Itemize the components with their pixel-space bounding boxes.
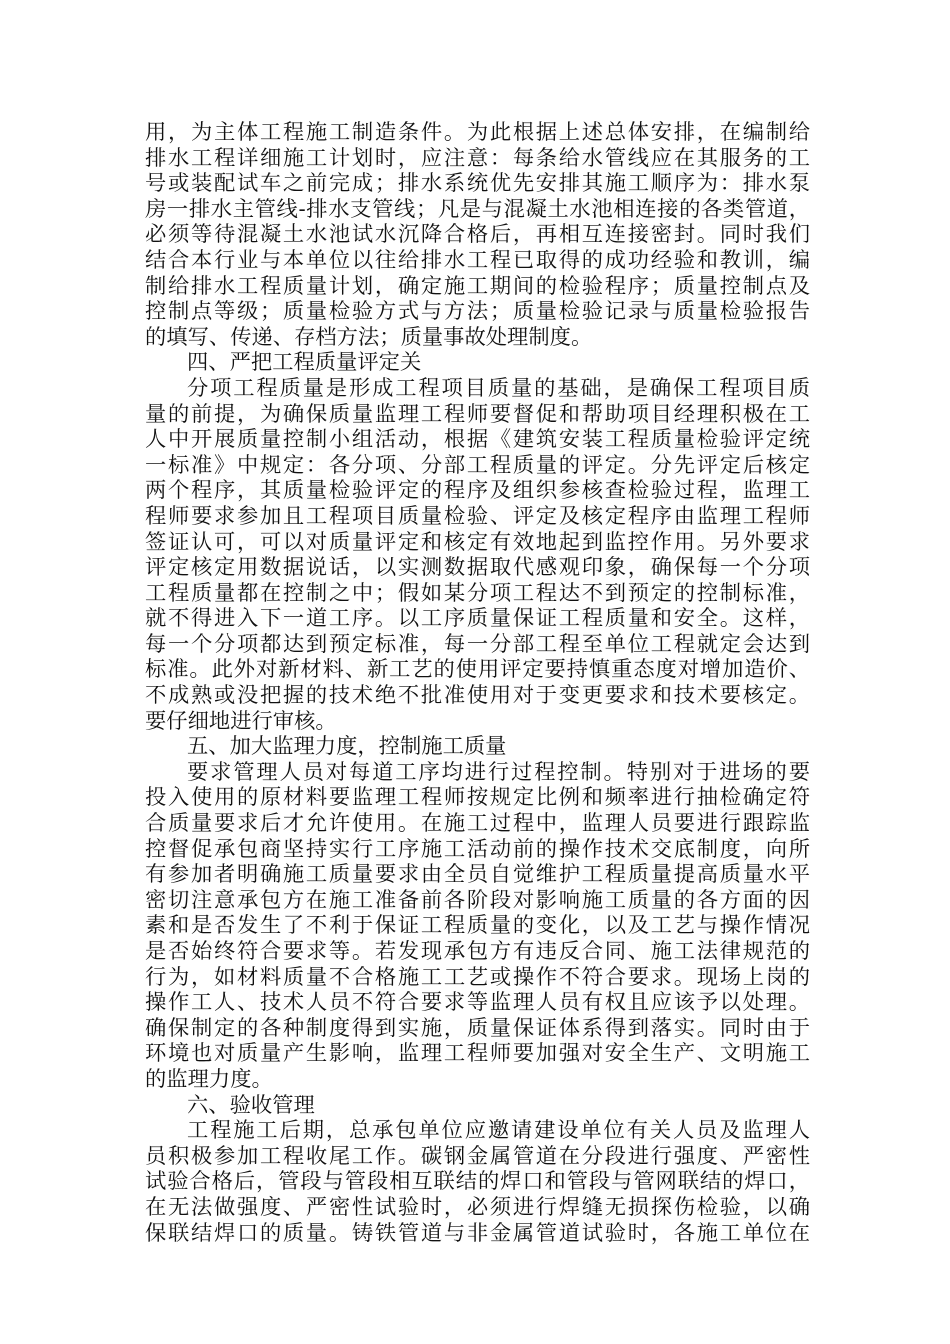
text-line: 试验合格后，管段与管段相互联结的焊口和管段与管网联结的焊口， [145,1169,810,1195]
text-line: 工程施工后期，总承包单位应邀请建设单位有关人员及监理人 [187,1118,810,1144]
text-line: 标准。此外对新材料、新工艺的使用评定要持慎重态度对增加造价、 [145,657,810,683]
text-line: 在无法做强度、严密性试验时，必须进行焊缝无损探伤检验，以确 [145,1194,810,1220]
text-line: 行为，如材料质量不合格施工工艺或操作不符合要求。现场上岗的 [145,964,810,990]
section-heading: 四、严把工程质量评定关 [187,350,422,376]
paragraph-intro [145,120,810,350]
section-heading: 五、加大监理力度，控制施工质量 [187,734,507,760]
text-line: 投入使用的原材料要监理工程师按规定比例和频率进行抽检确定符 [145,785,810,811]
text-line: 素和是否发生了不利于保证工程质量的变化，以及工艺与操作情况 [145,913,810,939]
text-line: 人中开展质量控制小组活动，根据《建筑安装工程质量检验评定统 [145,427,810,453]
text-line: 工程质量都在控制之中；假如某分项工程达不到预定的控制标准， [145,580,810,606]
text-line: 合质量要求后才允许使用。在施工过程中，监理人员要进行跟踪监 [145,811,810,837]
text-line: 不成熟或没把握的技术绝不批准使用对于变更要求和技术要核定。 [145,683,810,709]
text-line: 的监理力度。 [145,1066,273,1092]
text-line: 密切注意承包方在施工准备前各阶段对影响施工质量的各方面的因 [145,887,810,913]
text-line: 房一排水主管线-排水支管线；凡是与混凝土水池相连接的各类管道， [145,196,810,222]
text-line: 有参加者明确施工质量要求由全员自觉维护工程质量提高质量水平 [145,862,810,888]
text-line: 结合本行业与本单位以往给排水工程已取得的成功经验和教训，编 [145,247,810,273]
text-line: 必须等待混凝土水池试水沉降合格后，再相互连接密封。同时我们 [145,222,810,248]
text-line: 是否始终符合要求等。若发现承包方有违反合同、施工法律规范的 [145,939,810,964]
text-line: 一标准》中规定：各分项、分部工程质量的评定。分先评定后核定 [145,452,810,478]
section-heading: 六、验收管理 [187,1092,315,1118]
text-line: 的填写、传递、存档方法；质量事故处理制度。 [145,324,593,350]
text-line: 两个程序，其质量检验评定的程序及组织参核查检验过程，监理工 [145,478,810,504]
text-line: 用，为主体工程施工制造条件。为此根据上述总体安排，在编制给 [145,120,810,145]
text-line: 每一个分项都达到预定标准，每一分部工程至单位工程就定会达到 [145,631,810,657]
text-line: 保联结焊口的质量。铸铁管道与非金属管道试验时，各施工单位在 [145,1220,810,1246]
text-line: 确保制定的各种制度得到实施，质量保证体系得到落实。同时由于 [145,1015,810,1041]
text-line: 分项工程质量是形成工程项目质量的基础，是确保工程项目质 [187,375,810,401]
text-line: 号或装配试车之前完成；排水系统优先安排其施工顺序为：排水泵 [145,171,810,197]
text-line: 控制点等级；质量检验方式与方法；质量检验记录与质量检验报告 [145,299,810,325]
text-line: 就不得进入下一道工序。以工序质量保证工程质量和安全。这样， [145,606,810,632]
text-line: 程师要求参加且工程项目质量检验、评定及核定程序由监理工程师 [145,503,810,529]
paragraph-section-6 [145,1118,810,1246]
text-line: 操作工人、技术人员不符合要求等监理人员有权且应该予以处理。 [145,990,810,1016]
text-line: 要求管理人员对每道工序均进行过程控制。特别对于进场的要 [187,759,810,785]
document-body [145,120,810,1246]
paragraph-section-5 [145,760,810,1093]
text-line: 签证认可，可以对质量评定和核定有效地起到监控作用。另外要求 [145,529,810,555]
text-line: 评定核定用数据说话，以实测数据取代感观印象，确保每一个分项 [145,555,810,581]
text-line: 量的前提，为确保质量监理工程师要督促和帮助项目经理积极在工 [145,401,810,427]
text-line: 环境也对质量产生影响，监理工程师要加强对安全生产、文明施工 [145,1041,810,1067]
text-line: 制给排水工程质量计划，确定施工期间的检验程序；质量控制点及 [145,273,810,299]
text-line: 排水工程详细施工计划时，应注意：每条给水管线应在其服务的工 [145,145,810,171]
text-line: 要仔细地进行审核。 [145,708,337,734]
paragraph-section-4 [145,376,810,734]
text-line: 员积极参加工程收尾工作。碳钢金属管道在分段进行强度、严密性 [145,1143,810,1169]
text-line: 控督促承包商坚持实行工序施工活动前的操作技术交底制度，向所 [145,836,810,862]
